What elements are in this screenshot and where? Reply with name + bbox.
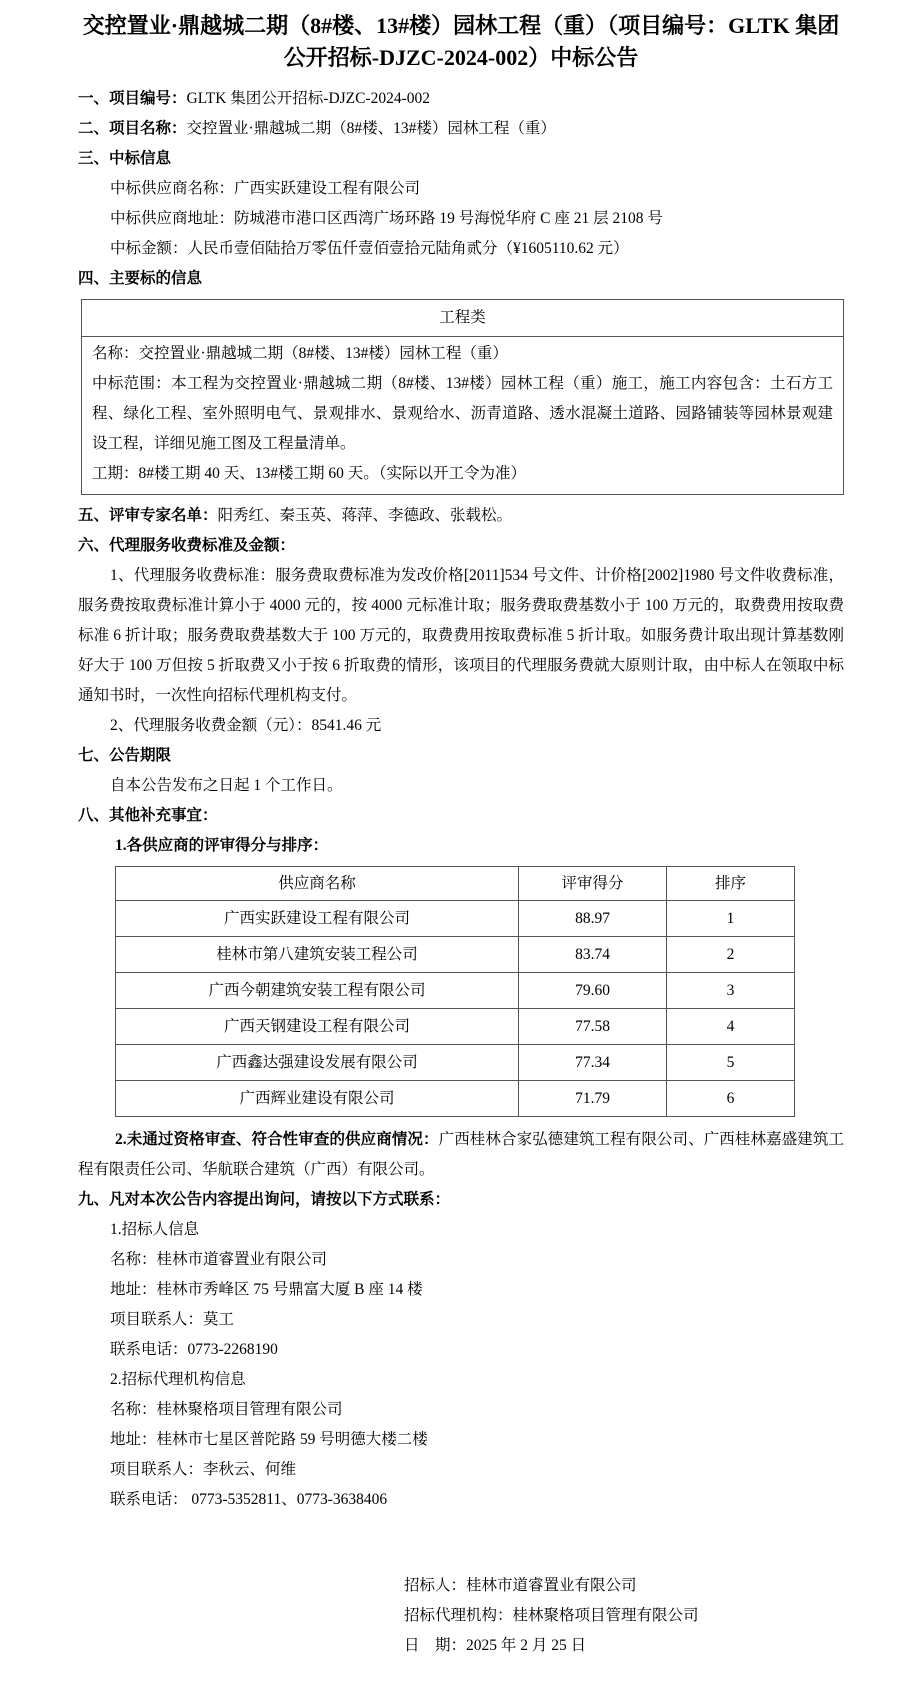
agency-address: 地址：桂林市七星区普陀路 59 号明德大楼二楼 [110,1431,428,1448]
score-table-row [116,901,795,937]
score-cell: 77.58 [519,1009,667,1045]
score-cell: 77.34 [519,1045,667,1081]
supplier-name-cell: 桂林市第八建筑安装工程公司 [116,937,519,973]
section-other-matters-heading: 八、其他补充事宜： [78,807,218,824]
section-experts [78,501,844,531]
subject-name-row: 名称：交控置业·鼎越城二期（8#楼、13#楼）园林工程（重） [92,345,508,362]
score-table-row [116,973,795,1009]
score-table-header-supplier: 供应商名称 [116,867,519,901]
rank-cell: 4 [667,1009,795,1045]
rank-cell: 2 [667,937,795,973]
score-cell: 88.97 [519,901,667,937]
section-award-info-heading: 三、中标信息 [78,150,172,167]
bidder-address: 地址：桂林市秀峰区 75 号鼎富大厦 B 座 14 楼 [110,1281,423,1298]
subject-duration-row: 工期：8#楼工期 40 天、13#楼工期 60 天。（实际以开工令为准） [92,465,527,482]
agency-name: 名称：桂林聚格项目管理有限公司 [110,1401,343,1418]
score-cell: 79.60 [519,973,667,1009]
award-amount: 中标金额：人民币壹佰陆拾万零伍仟壹佰壹拾元陆角贰分（¥1605110.62 元） [110,240,629,257]
rank-cell: 6 [667,1081,795,1117]
project-number-label: 一、项目编号： [78,90,187,107]
failed-suppliers-value: 广西桂林合家弘德建筑工程有限公司、广西桂林嘉盛建筑工程有限责任公司、华航联合建筑（广西）有限公司。 [78,1131,844,1178]
score-table-row [116,937,795,973]
page-title-line1: 交控置业·鼎越城二期（8#楼、13#楼）园林工程（重）（项目编号：GLTK 集团 [82,13,840,38]
section-project-name [78,114,844,144]
section-agency-fee-heading: 六、代理服务收费标准及金额： [78,537,296,554]
bidder-phone: 联系电话：0773-2268190 [110,1341,278,1358]
score-ranking-subheading: 1.各供应商的评审得分与排序： [115,837,329,854]
failed-suppliers-paragraph [78,1125,844,1185]
subject-info-table-body [82,337,843,494]
supplier-name-cell: 广西天钢建设工程有限公司 [116,1009,519,1045]
section-contact-heading: 九、凡对本次公告内容提出询问，请按以下方式联系： [78,1191,451,1208]
section-announcement-period-heading: 七、公告期限 [78,747,172,764]
rank-cell: 1 [667,901,795,937]
score-table-header-score: 评审得分 [519,867,667,901]
score-table-row [116,1045,795,1081]
supplier-name-cell: 广西辉业建设有限公司 [116,1081,519,1117]
agency-fee-standard-paragraph: 1、代理服务收费标准：服务费取费标准为发改价格[2011]534 号文件、计价格[2002]1980 号文件收费标准，服务费按取费标准计算小于 4000 元的，按 4000 元标准计取；服务费取费基数小于 100 万元的，取费费用按取费标准 6 折计取；服务费取费基数大于 100 万元的，取费费用按取费标准 5 折计取。如服务费计取出现计算基数刚好大于 100 万但按 5 折取费又小于按 6 折取费的情形，该项目的代理服务费就大原则计取，由中标人在领取中标通知书时，一次性向招标代理机构支付。 [78,567,844,704]
supplier-name-cell: 广西鑫达强建设发展有限公司 [116,1045,519,1081]
section-project-number [78,84,844,114]
agency-phone: 联系电话： 0773-5352811、0773-3638406 [110,1491,388,1508]
project-name-label: 二、项目名称： [78,120,187,137]
score-table-header-rank: 排序 [667,867,795,901]
bidder-contact: 项目联系人：莫工 [110,1311,235,1328]
agency-fee-amount: 2、代理服务收费金额（元）：8541.46 元 [110,717,382,734]
signature-block [404,1571,844,1661]
rank-cell: 3 [667,973,795,1009]
project-name-value: 交控置业·鼎越城二期（8#楼、13#楼）园林工程（重） [186,120,556,137]
bidder-info-subheading: 1.招标人信息 [110,1221,200,1238]
score-table [115,866,795,1117]
rank-cell: 5 [667,1045,795,1081]
score-table-row [116,1081,795,1117]
experts-value: 阳秀红、秦玉英、蒋萍、李德政、张载松。 [217,507,513,524]
signature-bidder: 招标人：桂林市道睿置业有限公司 [404,1577,637,1594]
page-title-line2: 公开招标-DJZC-2024-002）中标公告 [283,45,639,70]
award-supplier-address: 中标供应商地址：防城港市港口区西湾广场环路 19 号海悦华府 C 座 21 层 2108 号 [110,210,663,227]
subject-info-table [81,299,844,495]
bidder-name: 名称：桂林市道睿置业有限公司 [110,1251,328,1268]
experts-label: 五、评审专家名单： [78,507,218,524]
failed-suppliers-label: 2.未通过资格审查、符合性审查的供应商情况： [115,1131,439,1148]
signature-agency: 招标代理机构：桂林聚格项目管理有限公司 [404,1607,699,1624]
supplier-name-cell: 广西实跃建设工程有限公司 [116,901,519,937]
score-cell: 83.74 [519,937,667,973]
score-table-header-row [116,867,795,901]
signature-date: 日 期：2025 年 2 月 25 日 [404,1637,587,1654]
subject-info-table-header: 工程类 [82,300,843,337]
supplier-name-cell: 广西今朝建筑安装工程有限公司 [116,973,519,1009]
score-table-row [116,1009,795,1045]
page-title [78,10,844,74]
agency-contact: 项目联系人：李秋云、何维 [110,1461,297,1478]
announcement-period-body: 自本公告发布之日起 1 个工作日。 [110,777,343,794]
award-supplier-name: 中标供应商名称：广西实跃建设工程有限公司 [110,180,421,197]
section-subject-info-heading: 四、主要标的信息 [78,270,203,287]
subject-scope-row: 中标范围：本工程为交控置业·鼎越城二期（8#楼、13#楼）园林工程（重）施工，施工内容包含：土石方工程、绿化工程、室外照明电气、景观排水、景观给水、沥青道路、透水混凝土道路、园路铺装等园林景观建设工程，详细见施工图及工程量清单。 [92,375,833,452]
score-cell: 71.79 [519,1081,667,1117]
project-number-value: GLTK 集团公开招标-DJZC-2024-002 [186,90,431,107]
agency-info-subheading: 2.招标代理机构信息 [110,1371,246,1388]
